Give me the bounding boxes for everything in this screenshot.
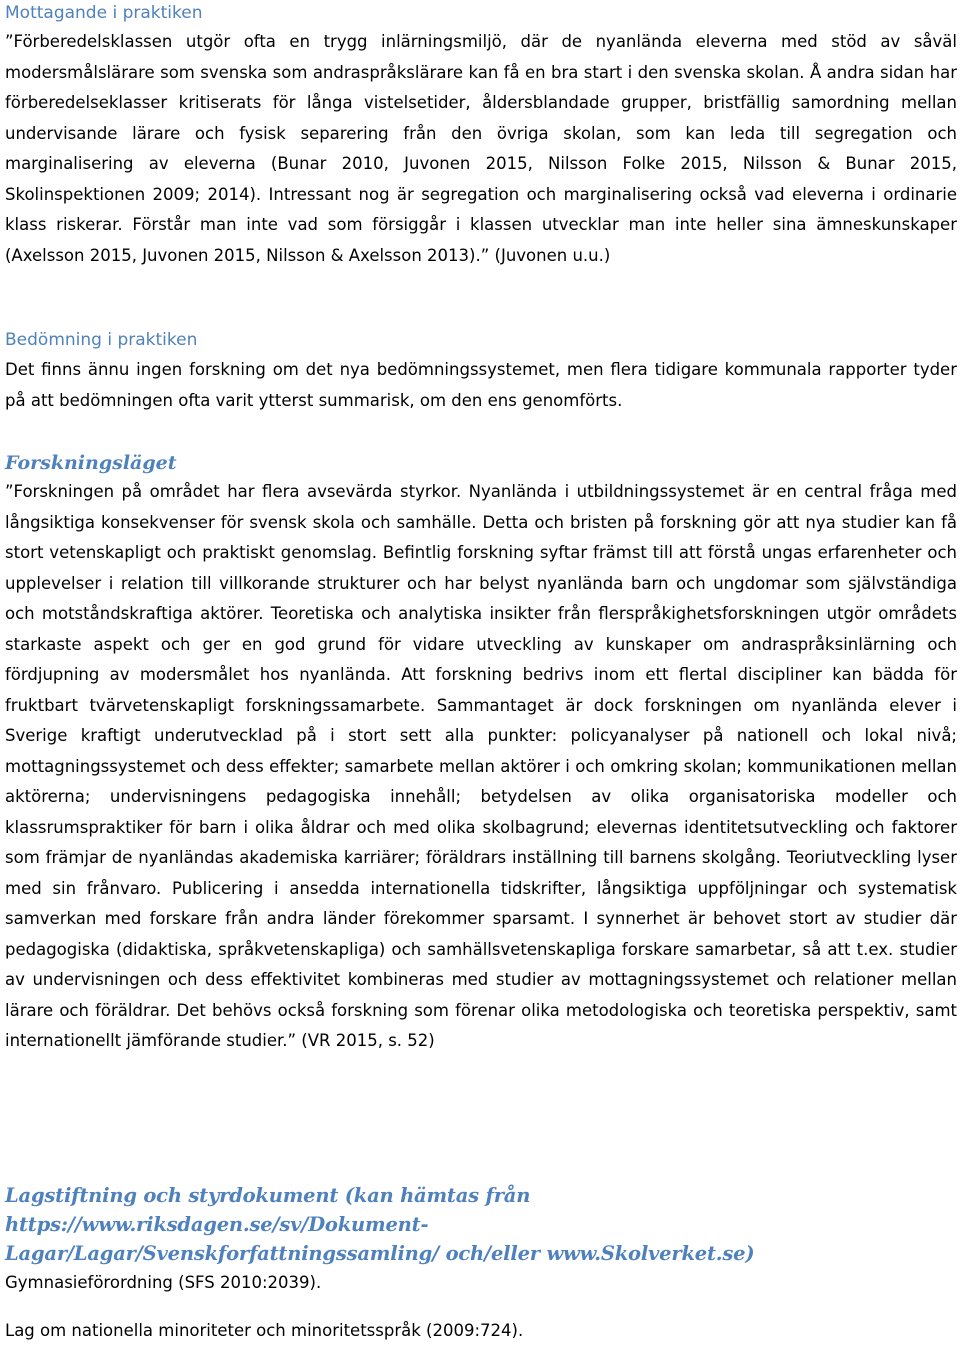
paragraph-bedomning: Det finns ännu ingen forskning om det nya bedömningssystemet, men flera tidigare kommunala rapporter tyder på att bedömningen ofta varit ytterst summarisk, om den ens genomförts. [5,360,957,410]
heading-mottagande: Mottagande i praktiken [5,3,203,23]
list-item: Gymnasieförordning (SFS 2010:2039). [5,1273,322,1292]
heading-forskningslaget: Forskningsläget [5,452,177,474]
paragraph-forskningslaget: ”Forskningen på området har flera avsevärda styrkor. Nyanlända i utbildningssystemet är en central fråga med långsiktiga konsekvenser för svensk skola och samhälle. Detta och bristen på forskning gör att nya studier kan få stort vetenskapligt och praktiskt genomslag. Befintlig forskning syftar främst till att förstå ungas erfarenheter och upplevelser i relation till villkorande strukturer och har belyst nyanlända barn och ungdomar som självständiga och motståndskraftiga aktörer. Teoretiska och analytiska insikter från flerspråkighetsforskningen utgör områdets starkaste aspekt och ger en god grund för vidare utveckling av kunskaper om andraspråksinlärning och fördjupning av modersmålet hos nyanlända. Att forskning bedrivs inom ett flertal discipliner kan bädda för fruktbart tvärvetenskapligt forskningssamarbete. Sammantaget är dock forskningen om nyanlända elever i Sverige kraftigt underutvecklad på i stort sett alla punkter: policyanalyser på nationell och lokal nivå; mottagningssystemet och dess effekter; samarbete mellan aktörer i och omkring skolan; kommunikationen mellan aktörerna; undervisningens pedagogiska innehåll; betydelsen av olika organisatoriska modeller och klassrumspraktiker för barn i olika åldrar och med olika skolbagrund; elevernas identitetsutveckling och faktorer som främjar de nyanländas akademiska karriärer; föräldrars inställning till barnens skolgång. Teoriutveckling lyser med sin frånvaro. Publicering i ansedda internationella tidskrifter, långsiktiga uppföljningar och systematisk samverkan med forskare från andra länder förekommer sparsamt. I synnerhet är behovet stort av studier där pedagogiska (didaktiska, språkvetenskapliga) och samhällsvetenskapliga forskare samarbetar, så att t.ex. studier av undervisningen och dess effektivitet kombineras med studier av mottagningssystemet och relationer mellan lärare och föräldrar. Det behövs också forskning som förenar olika metodologiska och teoretiska perspektiv, samt internationellt jämförande studier.” (VR 2015, s. 52) [5,482,957,1050]
heading-lagstiftning-line1: Lagstiftning och styrdokument (kan hämtas från https://www.riksdagen.se/sv/Dokument- [5,1184,531,1236]
heading-lagstiftning [5,1181,957,1268]
heading-bedomning: Bedömning i praktiken [5,330,198,350]
list-item: Lag om nationella minoriteter och minoritetsspråk (2009:724). [5,1321,524,1340]
heading-lagstiftning-line2: Lagar/Lagar/Svenskforfattningssamling/ och/eller www.Skolverket.se) [5,1242,755,1265]
paragraph-mottagande: ”Förberedelsklassen utgör ofta en trygg inlärningsmiljö, där de nyanlända eleverna med stöd av såväl modersmålslärare som svenska som andraspråkslärare kan få en bra start i den svenska skolan. Å andra sidan har förberedelseklasser kritiserats för långa vistelsetider, åldersblandade grupper, bristfällig samordning mellan undervisande lärare och fysisk separering från den övriga skolan, som kan leda till segregation och marginalisering av eleverna (Bunar 2010, Juvonen 2015, Nilsson Folke 2015, Nilsson & Bunar 2015, Skolinspektionen 2009; 2014). Intressant nog är segregation och marginalisering också vad eleverna i ordinarie klass riskerar. Förstår man inte vad som försiggår i klassen utvecklar man inte heller sina ämneskunskaper (Axelsson 2015, Juvonen 2015, Nilsson & Axelsson 2013).” (Juvonen u.u.) [5,32,957,265]
